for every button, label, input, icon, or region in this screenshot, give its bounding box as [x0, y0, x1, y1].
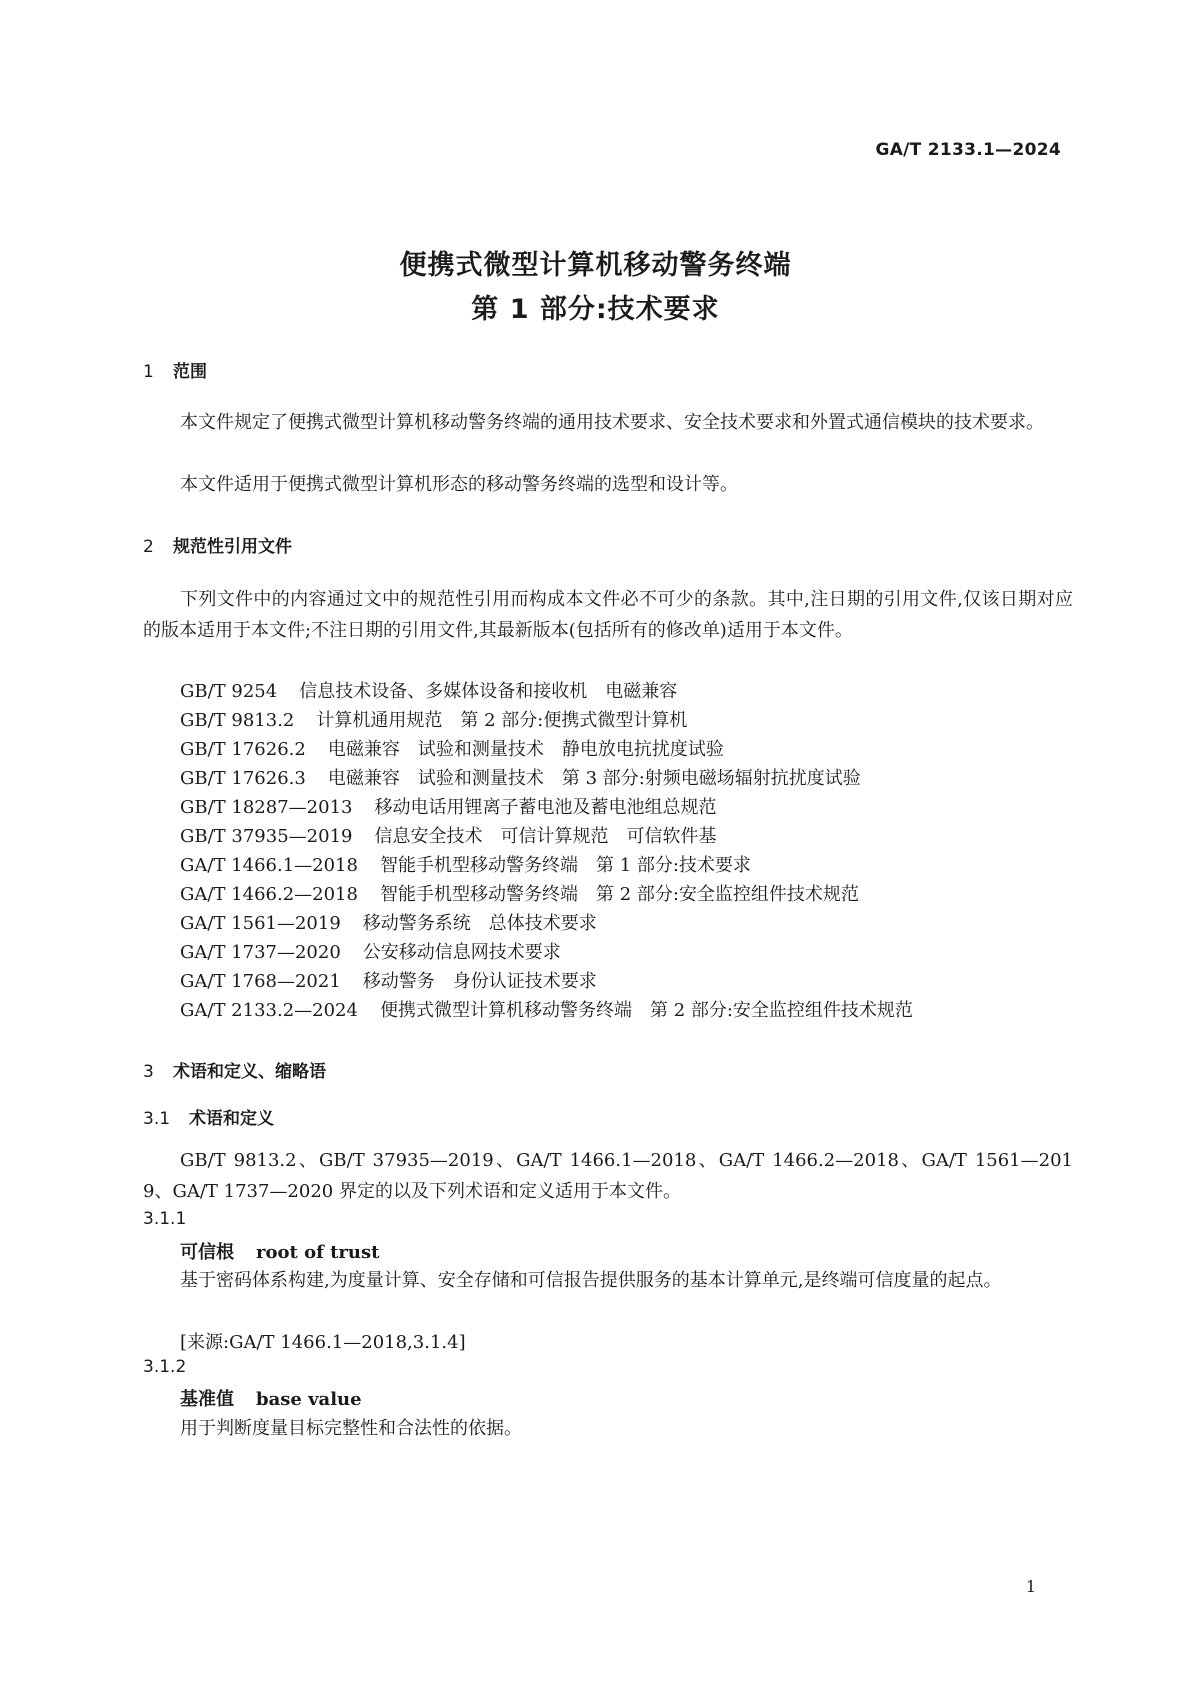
section-number: 3 — [143, 1062, 154, 1082]
reference-code: GA/T 1768—2021 — [180, 971, 341, 992]
reference-item — [180, 996, 913, 1022]
reference-item — [180, 793, 716, 819]
section-heading-scope — [143, 357, 207, 382]
term-definition: 用于判断度量目标完整性和合法性的依据。 — [180, 1418, 522, 1439]
document-title-line1: 便携式微型计算机移动警务终端 — [399, 250, 792, 281]
reference-item — [180, 967, 597, 993]
reference-item — [180, 880, 859, 906]
scope-paragraph-1: 本文件规定了便携式微型计算机移动警务终端的通用技术要求、安全技术要求和外置式通信模块的技术要求。 — [180, 412, 1044, 433]
reference-item — [180, 909, 597, 935]
scope-paragraph-2: 本文件适用于便携式微型计算机形态的移动警务终端的选型和设计等。 — [180, 474, 738, 495]
section-heading-references — [143, 532, 292, 557]
reference-item — [180, 764, 861, 790]
reference-title: 计算机通用规范 第 2 部分:便携式微型计算机 — [316, 710, 688, 731]
reference-title: 公安移动信息网技术要求 — [362, 942, 561, 963]
term-source: [来源:GA/T 1466.1—2018,3.1.4] — [180, 1332, 466, 1353]
reference-item — [180, 735, 724, 761]
page-number: 1 — [1025, 1577, 1036, 1596]
subsection-number: 3.1 — [143, 1109, 171, 1129]
reference-title: 电磁兼容 试验和测量技术 第 3 部分:射频电磁场辐射抗扰度试验 — [327, 768, 861, 789]
reference-code: GA/T 1466.1—2018 — [180, 855, 358, 876]
section-title: 术语和定义、缩略语 — [173, 1062, 326, 1082]
reference-title: 移动警务系统 总体技术要求 — [362, 913, 597, 934]
section-number: 1 — [143, 362, 154, 382]
standard-code: GA/T 2133.1—2024 — [875, 140, 1061, 160]
section-number: 2 — [143, 537, 154, 557]
term-chinese: 基准值 — [180, 1389, 234, 1410]
term-english: base value — [256, 1389, 362, 1410]
reference-item — [180, 822, 716, 848]
references-intro-paragraph: 下列文件中的内容通过文中的规范性引用而构成本文件必不可少的条款。其中,注日期的引用文件,仅该日期对应的版本适用于本文件;不注日期的引用文件,其最新版本(包括所有的修改单)适用于本文件。 — [143, 589, 1073, 641]
reference-title: 便携式微型计算机移动警务终端 第 2 部分:安全监控组件技术规范 — [379, 1000, 913, 1021]
document-title-line2: 第 1 部分:技术要求 — [471, 294, 720, 325]
term-number: 3.1.2 — [143, 1357, 187, 1377]
reference-title: 智能手机型移动警务终端 第 1 部分:技术要求 — [379, 855, 751, 876]
reference-code: GB/T 17626.3 — [180, 768, 306, 789]
term-definition: 基于密码体系构建,为度量计算、安全存储和可信报告提供服务的基本计算单元,是终端可信度量的起点。 — [180, 1270, 1002, 1291]
reference-title: 信息安全技术 可信计算规范 可信软件基 — [374, 826, 717, 847]
reference-title: 信息技术设备、多媒体设备和接收机 电磁兼容 — [299, 681, 678, 702]
reference-title: 移动电话用锂离子蓄电池及蓄电池组总规范 — [374, 797, 717, 818]
reference-item — [180, 851, 751, 877]
reference-item — [180, 938, 561, 964]
reference-item — [180, 677, 677, 703]
reference-code: GB/T 18287—2013 — [180, 797, 353, 818]
reference-title: 移动警务 身份认证技术要求 — [362, 971, 597, 992]
reference-code: GB/T 37935—2019 — [180, 826, 353, 847]
reference-code: GA/T 1737—2020 — [180, 942, 341, 963]
reference-code: GB/T 17626.2 — [180, 739, 306, 760]
term-heading — [180, 1385, 362, 1411]
reference-code: GB/T 9254 — [180, 681, 278, 702]
reference-title: 电磁兼容 试验和测量技术 静电放电抗扰度试验 — [327, 739, 724, 760]
subsection-title: 术语和定义 — [189, 1109, 274, 1129]
term-chinese: 可信根 — [180, 1242, 234, 1263]
section-title: 范围 — [173, 362, 207, 382]
subsection-heading-terms-definitions — [143, 1104, 274, 1129]
term-english: root of trust — [256, 1242, 380, 1263]
term-number: 3.1.1 — [143, 1209, 187, 1229]
reference-item — [180, 706, 687, 732]
reference-code: GA/T 2133.2—2024 — [180, 1000, 358, 1021]
reference-title: 智能手机型移动警务终端 第 2 部分:安全监控组件技术规范 — [379, 884, 859, 905]
terms-intro-paragraph: GB/T 9813.2、GB/T 37935—2019、GA/T 1466.1—2018、GA/T 1466.2—2018、GA/T 1561—2019、GA/T 1737—2020 界定的以及下列术语和定义适用于本文件。 — [143, 1150, 1073, 1202]
section-heading-terms — [143, 1057, 326, 1082]
term-heading — [180, 1238, 379, 1264]
reference-code: GA/T 1561—2019 — [180, 913, 341, 934]
reference-code: GA/T 1466.2—2018 — [180, 884, 358, 905]
section-title: 规范性引用文件 — [173, 537, 292, 557]
reference-code: GB/T 9813.2 — [180, 710, 295, 731]
